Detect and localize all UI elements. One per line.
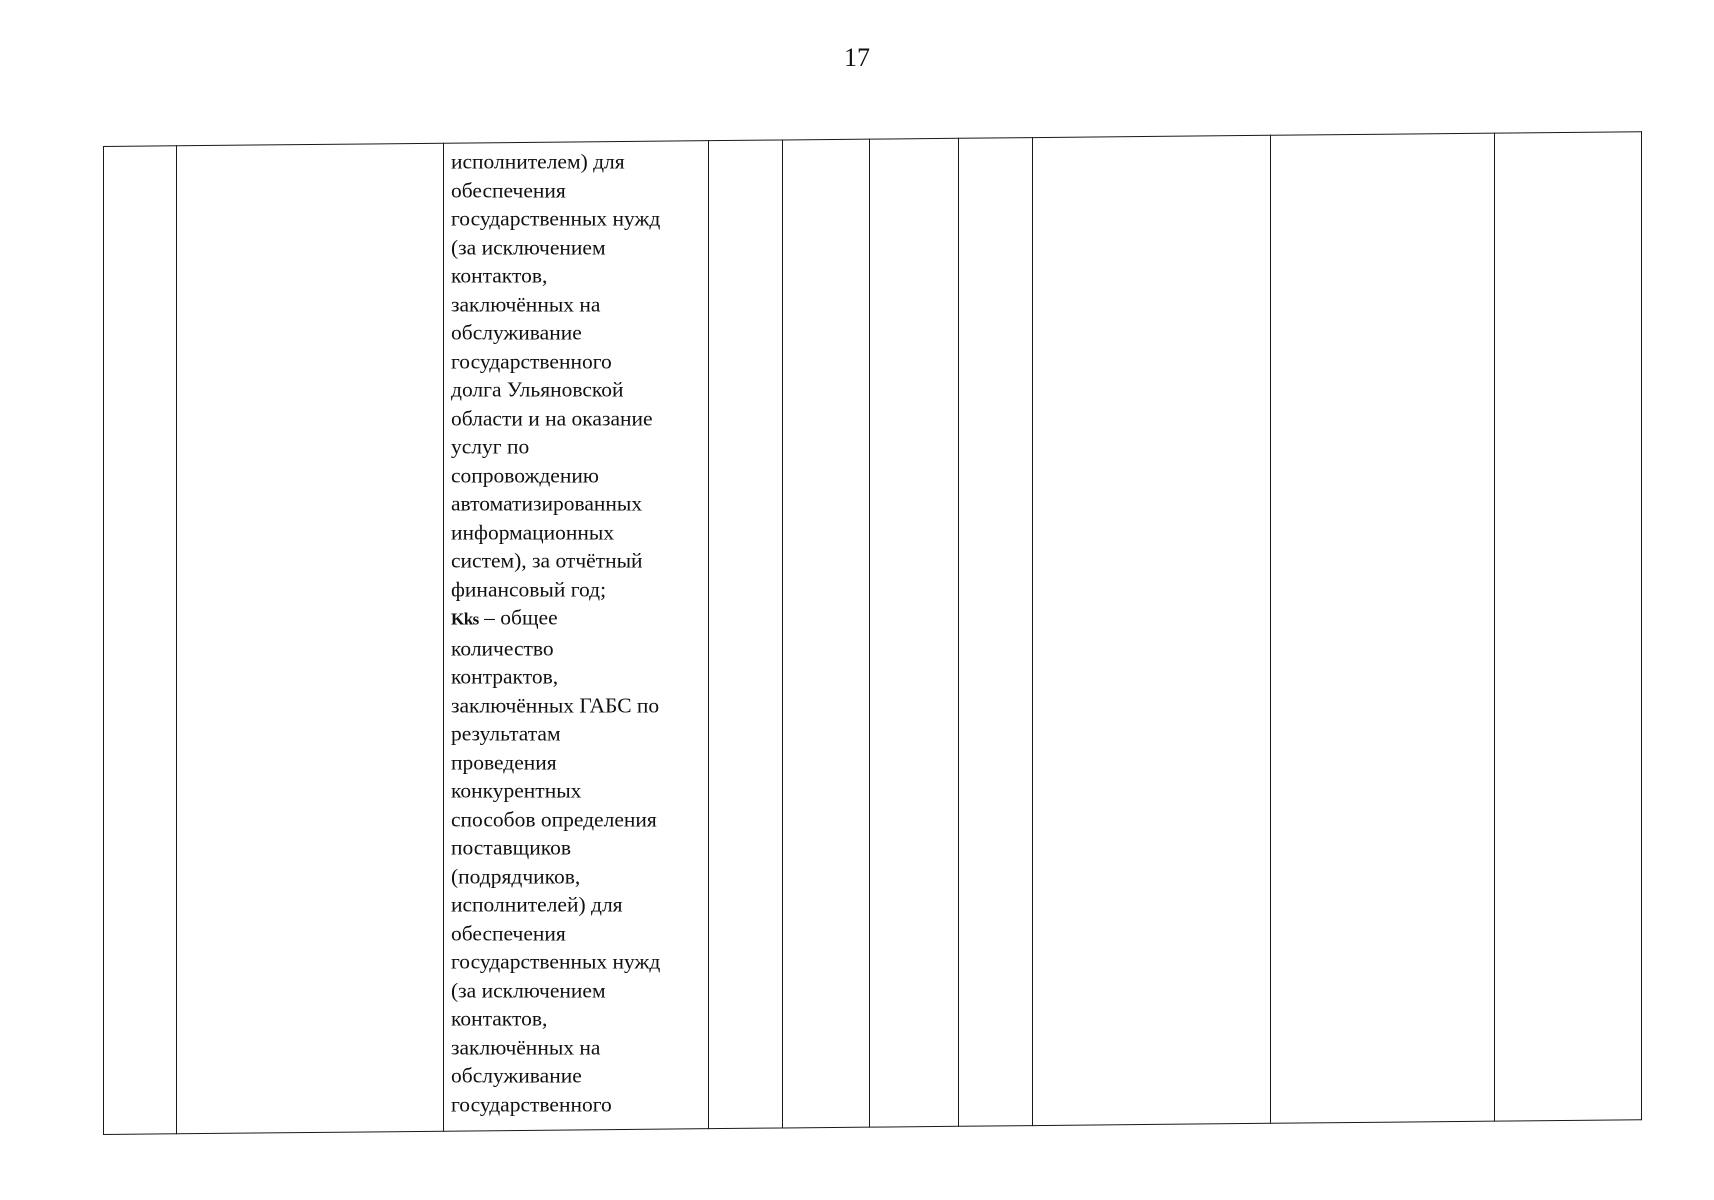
description-line: заключённых на bbox=[451, 1035, 601, 1060]
description-line: финансовый год; bbox=[451, 577, 607, 602]
description-line: заключённых ГАБС по bbox=[451, 693, 660, 718]
table-cell-col7 bbox=[959, 138, 1033, 1127]
description-line: способов определения bbox=[451, 807, 657, 832]
description-line: услуг по bbox=[451, 434, 530, 459]
description-line: государственного bbox=[451, 349, 612, 374]
table-cell-col8 bbox=[1033, 135, 1271, 1125]
description-line: (за исключением bbox=[451, 978, 606, 1003]
description-line: (подрядчиков, bbox=[451, 864, 581, 889]
table-cell-col10 bbox=[1495, 132, 1642, 1121]
description-line: автоматизированных bbox=[451, 491, 643, 516]
table-cell-description bbox=[444, 141, 709, 1132]
description-line: систем), за отчётный bbox=[451, 548, 643, 573]
description-line: (за исключением bbox=[451, 235, 606, 260]
table-row bbox=[104, 132, 1642, 1135]
description-line: области и на оказание bbox=[451, 406, 653, 431]
description-line: исполнителем) для bbox=[451, 149, 625, 174]
description-line: контрактов, bbox=[451, 664, 559, 689]
description-line: информационных bbox=[451, 520, 615, 545]
description-line: обслуживание bbox=[451, 320, 582, 345]
description-line: обслуживание bbox=[451, 1063, 582, 1088]
description-line: контактов, bbox=[451, 1006, 548, 1031]
document-table bbox=[103, 131, 1642, 1135]
description-line: контактов, bbox=[451, 263, 548, 288]
table-cell-col6 bbox=[870, 138, 959, 1127]
kks-symbol: Kks bbox=[451, 609, 479, 629]
description-text bbox=[444, 144, 708, 1119]
table-cell-col4 bbox=[709, 140, 783, 1129]
description-line: количество bbox=[451, 636, 554, 661]
table-cell-col1 bbox=[104, 146, 177, 1135]
description-line: заключённых на bbox=[451, 292, 601, 317]
description-line: исполнителей) для bbox=[451, 892, 623, 917]
description-line: обеспечения bbox=[451, 178, 566, 203]
description-line: результатам bbox=[451, 721, 561, 746]
description-line: Kks – общее bbox=[451, 605, 558, 630]
table-cell-col9 bbox=[1271, 133, 1495, 1123]
description-line: поставщиков bbox=[451, 835, 572, 860]
page-number: 17 bbox=[844, 43, 870, 72]
description-line: сопровождению bbox=[451, 463, 599, 488]
description-line: проведения bbox=[451, 750, 557, 775]
description-line: обеспечения bbox=[451, 921, 566, 946]
description-line: государственных нужд bbox=[451, 949, 661, 974]
description-line: государственного bbox=[451, 1092, 612, 1117]
table-cell-col2 bbox=[177, 143, 444, 1134]
description-line: долга Ульяновской bbox=[451, 377, 624, 402]
table-cell-col5 bbox=[783, 139, 870, 1128]
description-line: конкурентных bbox=[451, 778, 582, 803]
description-line: государственных нужд bbox=[451, 206, 661, 231]
